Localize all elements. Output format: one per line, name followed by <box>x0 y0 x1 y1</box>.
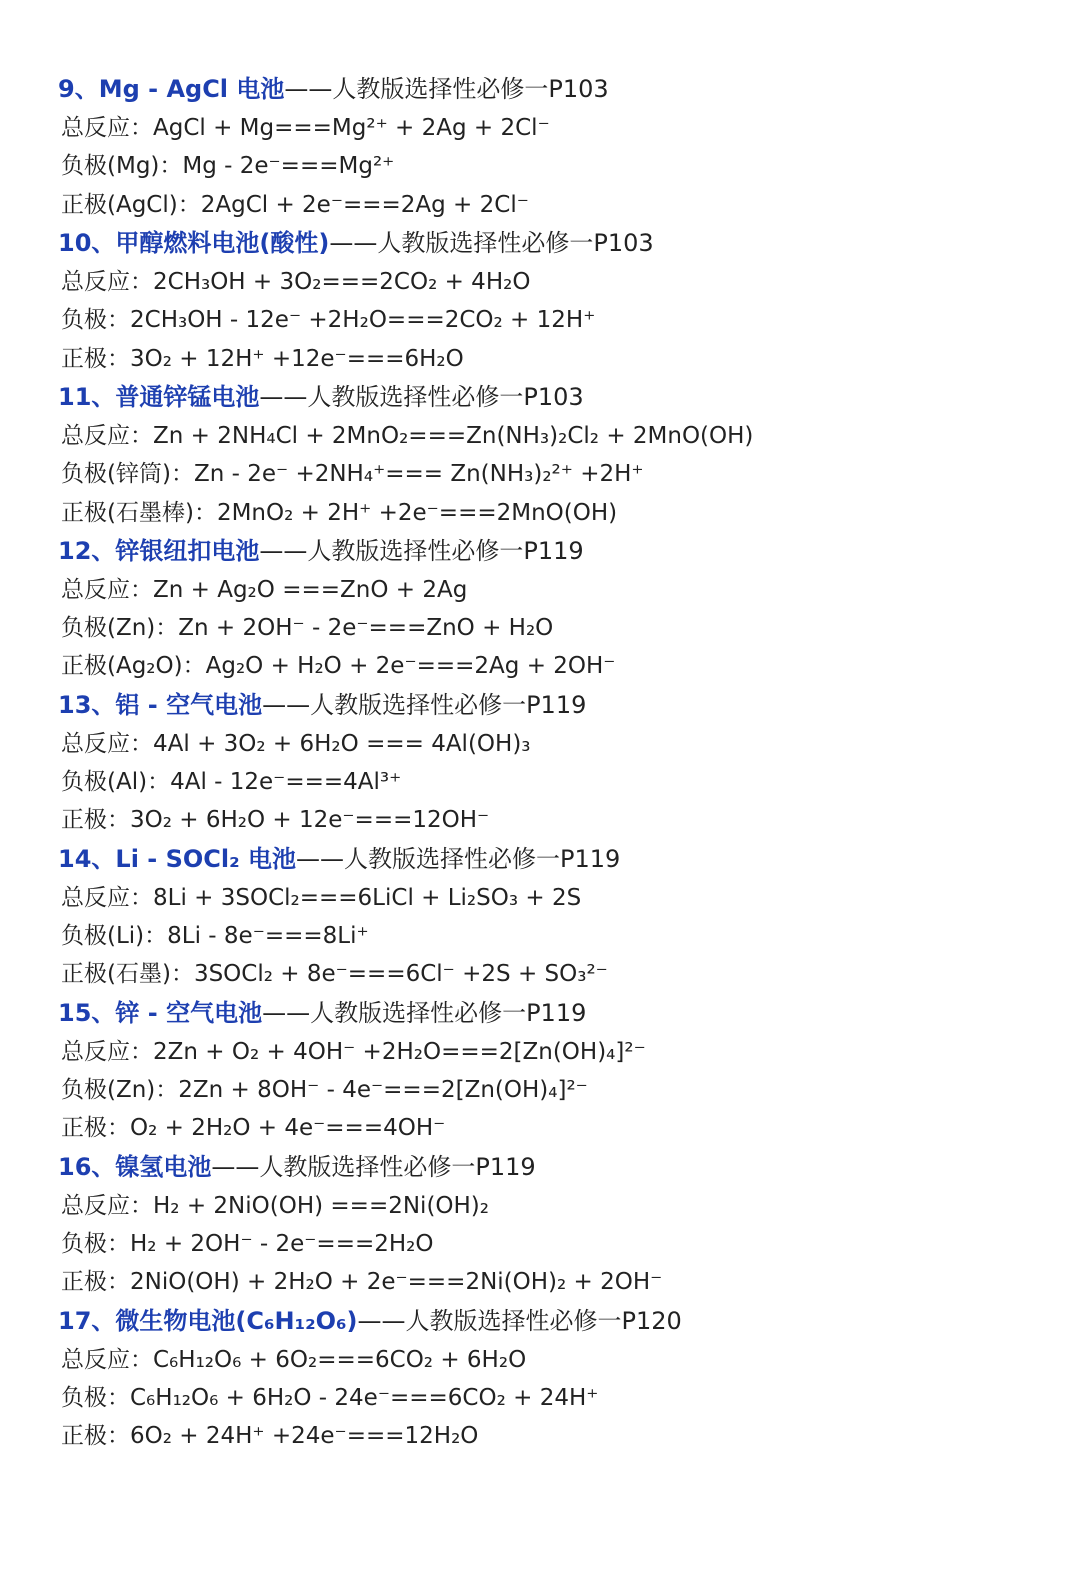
electrode-label: 正极： <box>61 1269 130 1296</box>
textbook-source: ——人教版选择性必修一P103 <box>284 75 609 103</box>
reaction-line <box>58 1379 1058 1417</box>
section-number: 12、 <box>58 536 116 565</box>
electrode-label: 负极(Zn)： <box>61 615 179 642</box>
electrode-label: 总反应： <box>61 268 153 295</box>
battery-section <box>58 378 1058 532</box>
section-title <box>58 686 1058 725</box>
electrode-label: 正极(Ag₂O)： <box>61 653 206 680</box>
reaction-equation: 4Al + 3O₂ + 6H₂O === 4Al(OH)₃ <box>153 730 531 757</box>
reaction-equation: O₂ + 2H₂O + 4e⁻===4OH⁻ <box>130 1115 446 1142</box>
reaction-equation: 2Zn + 8OH⁻ - 4e⁻===2[Zn(OH)₄]²⁻ <box>178 1077 588 1103</box>
reaction-equation: Mg - 2e⁻===Mg²⁺ <box>182 153 395 180</box>
battery-name: 锌银纽扣电池 <box>115 536 260 565</box>
reaction-equation: H₂ + 2NiO(OH) ===2Ni(OH)₂ <box>153 1192 490 1219</box>
reaction-line <box>58 1417 1058 1455</box>
textbook-source: ——人教版选择性必修一P120 <box>357 1306 682 1335</box>
electrode-label: 正极： <box>61 345 130 372</box>
reaction-line <box>58 763 1058 801</box>
section-title <box>58 70 1058 109</box>
electrode-label: 总反应： <box>61 884 153 911</box>
reaction-equation: 2MnO₂ + 2H⁺ +2e⁻===2MnO(OH) <box>216 499 618 526</box>
textbook-source: ——人教版选择性必修一P119 <box>211 1152 536 1181</box>
textbook-source: ——人教版选择性必修一P119 <box>262 690 587 719</box>
electrode-label: 负极： <box>61 1230 130 1257</box>
reaction-equation: 2NiO(OH) + 2H₂O + 2e⁻===2Ni(OH)₂ + 2OH⁻ <box>130 1269 663 1296</box>
reaction-equation: 3O₂ + 12H⁺ +12e⁻===6H₂O <box>130 345 464 372</box>
electrode-label: 正极： <box>61 1423 130 1450</box>
reaction-line <box>58 1341 1058 1379</box>
section-number: 10、 <box>58 228 116 257</box>
reaction-equation: C₆H₁₂O₆ + 6O₂===6CO₂ + 6H₂O <box>153 1346 527 1373</box>
section-title <box>58 224 1058 263</box>
reaction-line <box>58 955 1058 993</box>
reaction-line <box>58 301 1058 339</box>
section-title <box>58 840 1058 879</box>
electrode-label: 正极： <box>61 807 130 834</box>
section-number: 9、 <box>58 75 99 103</box>
reaction-line <box>58 109 1058 147</box>
battery-section <box>58 1148 1058 1302</box>
reaction-equation: AgCl + Mg===Mg²⁺ + 2Ag + 2Cl⁻ <box>153 114 550 141</box>
reaction-line <box>58 725 1058 763</box>
reaction-line <box>58 879 1058 917</box>
reaction-line <box>58 647 1058 685</box>
battery-name: 普通锌锰电池 <box>115 382 260 411</box>
electrode-label: 总反应： <box>61 576 153 603</box>
battery-section <box>58 532 1058 686</box>
electrode-label: 正极： <box>61 1115 130 1142</box>
battery-name: 微生物电池(C₆H₁₂O₆) <box>115 1306 358 1335</box>
textbook-source: ——人教版选择性必修一P103 <box>329 228 654 257</box>
section-title <box>58 378 1058 417</box>
reaction-equation: 6O₂ + 24H⁺ +24e⁻===12H₂O <box>130 1423 479 1450</box>
battery-name: 铝 - 空气电池 <box>115 690 263 719</box>
reaction-equation: 2AgCl + 2e⁻===2Ag + 2Cl⁻ <box>200 191 529 218</box>
reaction-equation: 4Al - 12e⁻===4Al³⁺ <box>170 769 402 796</box>
reaction-equation: 8Li - 8e⁻===8Li⁺ <box>167 923 369 950</box>
textbook-source: ——人教版选择性必修一P119 <box>259 536 584 565</box>
electrode-label: 正极(石墨)： <box>61 961 194 988</box>
reaction-equation: 8Li + 3SOCl₂===6LiCl + Li₂SO₃ + 2S <box>153 884 582 911</box>
electrode-label: 总反应： <box>61 422 153 449</box>
reaction-line <box>58 340 1058 378</box>
section-number: 13、 <box>58 690 116 719</box>
reaction-line <box>58 1225 1058 1263</box>
reaction-line <box>58 417 1058 455</box>
textbook-source: ——人教版选择性必修一P119 <box>296 844 621 873</box>
battery-name: 甲醇燃料电池(酸性) <box>115 228 330 257</box>
reaction-equation: 3O₂ + 6H₂O + 12e⁻===12OH⁻ <box>130 807 490 834</box>
electrode-label: 负极： <box>61 307 130 334</box>
reaction-line <box>58 1187 1058 1225</box>
electrode-label: 负极： <box>61 1384 130 1411</box>
electrode-label: 负极(Al)： <box>61 769 171 796</box>
battery-name: Mg - AgCl 电池 <box>98 75 285 103</box>
battery-section <box>58 994 1058 1148</box>
electrode-label: 负极(锌筒)： <box>61 461 194 488</box>
electrode-label: 正极(石墨棒)： <box>61 499 217 526</box>
battery-section <box>58 70 1058 224</box>
reaction-equation: 2CH₃OH - 12e⁻ +2H₂O===2CO₂ + 12H⁺ <box>130 307 596 334</box>
reaction-equation: Zn + Ag₂O ===ZnO + 2Ag <box>153 576 468 603</box>
battery-section <box>58 1302 1058 1456</box>
reaction-equation: 2Zn + O₂ + 4OH⁻ +2H₂O===2[Zn(OH)₄]²⁻ <box>153 1038 646 1065</box>
reaction-line <box>58 1109 1058 1147</box>
section-number: 16、 <box>58 1152 116 1181</box>
section-number: 11、 <box>58 382 116 411</box>
electrode-label: 负极(Mg)： <box>61 153 183 180</box>
section-number: 15、 <box>58 998 116 1027</box>
battery-section <box>58 840 1058 994</box>
section-title <box>58 994 1058 1033</box>
textbook-source: ——人教版选择性必修一P119 <box>262 998 587 1027</box>
battery-name: Li - SOCl₂ 电池 <box>115 844 296 873</box>
reaction-line <box>58 147 1058 185</box>
section-number: 17、 <box>58 1306 116 1335</box>
section-title <box>58 532 1058 571</box>
reaction-line <box>58 1071 1058 1109</box>
reaction-line <box>58 801 1058 839</box>
electrode-label: 总反应： <box>61 1038 153 1065</box>
electrode-label: 总反应： <box>61 114 153 141</box>
reaction-line <box>58 186 1058 224</box>
battery-section <box>58 224 1058 378</box>
reaction-equation: 2CH₃OH + 3O₂===2CO₂ + 4H₂O <box>153 268 531 295</box>
reaction-line <box>58 263 1058 301</box>
document-body <box>58 70 1058 1456</box>
reaction-line <box>58 494 1058 532</box>
textbook-source: ——人教版选择性必修一P103 <box>259 382 584 411</box>
reaction-line <box>58 1263 1058 1301</box>
reaction-equation: Zn + 2OH⁻ - 2e⁻===ZnO + H₂O <box>178 615 554 642</box>
reaction-line <box>58 571 1058 609</box>
reaction-equation: C₆H₁₂O₆ + 6H₂O - 24e⁻===6CO₂ + 24H⁺ <box>130 1384 599 1411</box>
battery-name: 锌 - 空气电池 <box>115 998 263 1027</box>
reaction-line <box>58 609 1058 647</box>
section-title <box>58 1148 1058 1187</box>
reaction-equation: 3SOCl₂ + 8e⁻===6Cl⁻ +2S + SO₃²⁻ <box>193 961 608 988</box>
electrode-label: 负极(Li)： <box>61 923 168 950</box>
electrode-label: 正极(AgCl)： <box>61 191 201 218</box>
electrode-label: 负极(Zn)： <box>61 1077 179 1103</box>
reaction-line <box>58 917 1058 955</box>
reaction-equation: Ag₂O + H₂O + 2e⁻===2Ag + 2OH⁻ <box>205 653 616 680</box>
reaction-line <box>58 1033 1058 1071</box>
reaction-line <box>58 455 1058 493</box>
battery-name: 镍氢电池 <box>115 1152 212 1181</box>
electrode-label: 总反应： <box>61 1346 153 1373</box>
battery-section <box>58 686 1058 840</box>
reaction-equation: H₂ + 2OH⁻ - 2e⁻===2H₂O <box>130 1230 434 1257</box>
section-number: 14、 <box>58 844 116 873</box>
section-title <box>58 1302 1058 1341</box>
reaction-equation: Zn + 2NH₄Cl + 2MnO₂===Zn(NH₃)₂Cl₂ + 2MnO(OH) <box>153 422 754 449</box>
electrode-label: 总反应： <box>61 730 153 757</box>
reaction-equation: Zn - 2e⁻ +2NH₄⁺=== Zn(NH₃)₂²⁺ +2H⁺ <box>193 461 644 488</box>
electrode-label: 总反应： <box>61 1192 153 1219</box>
